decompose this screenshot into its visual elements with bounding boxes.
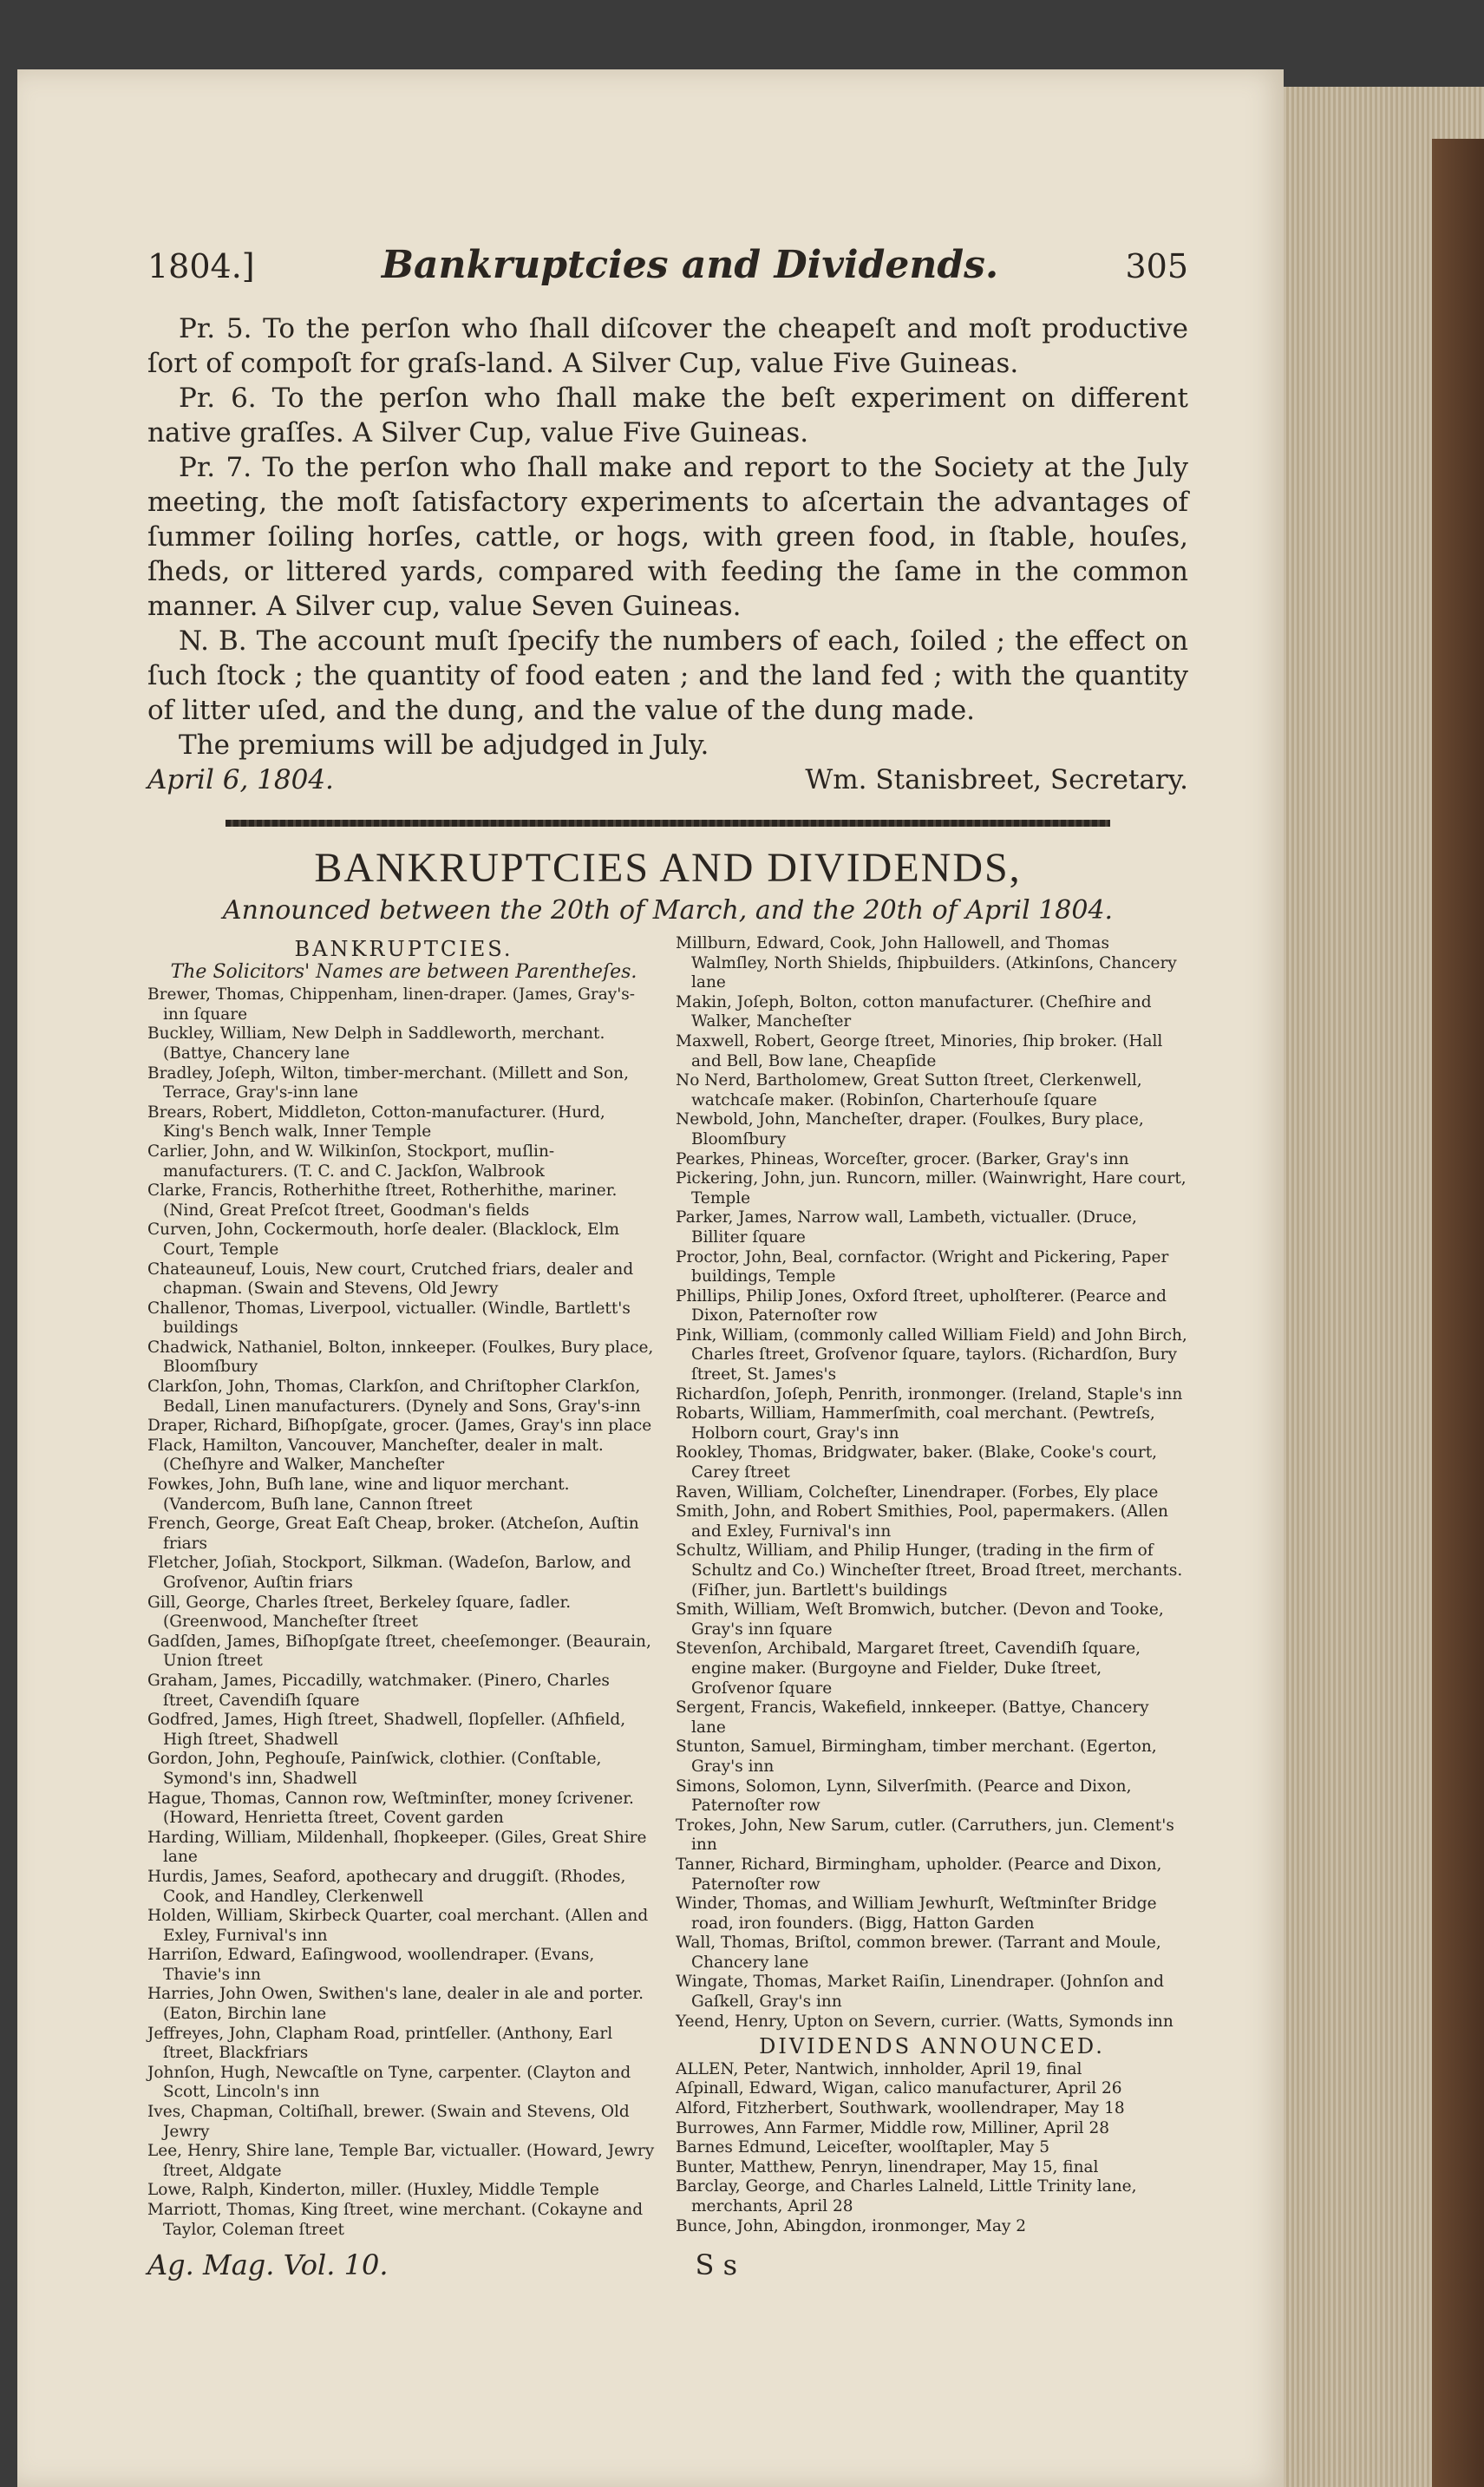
dividend-list — [676, 2060, 1188, 2236]
bankruptcy-list-right — [676, 934, 1188, 2032]
bankruptcy-entry: Clarkſon, John, Thomas, Clarkſon, and Chriſtopher Clarkſon, Bedall, Linen manufacturers. (Dynely and Sons, Gray's-inn — [147, 1378, 641, 1416]
bankruptcy-entry: Trokes, John, New Sarum, cutler. (Carruthers, jun. Clement's inn — [676, 1816, 1174, 1855]
signature-line — [147, 762, 1188, 797]
two-column-list — [147, 934, 1188, 2240]
bankruptcy-entry: Lowe, Ralph, Kinderton, miller. (Huxley, Middle Temple — [147, 2181, 599, 2200]
bankruptcy-entry: Curven, John, Cockermouth, horſe dealer. (Blacklock, Elm Court, Temple — [147, 1221, 620, 1259]
bankruptcy-entry: Tanner, Richard, Birmingham, upholder. (Pearce and Dixon, Paternoſter row — [676, 1855, 1162, 1894]
bankruptcy-entry: Richardſon, Joſeph, Penrith, ironmonger. (Ireland, Staple's inn — [676, 1384, 1183, 1404]
bankruptcy-entry: Hurdis, James, Seaford, apothecary and druggiſt. (Rhodes, Cook, and Handley, Clerkenwell — [147, 1867, 626, 1906]
bankruptcy-entry: Fletcher, Joſiah, Stockport, Silkman. (Wadeſon, Barlow, and Groſvenor, Auſtin friars — [147, 1554, 631, 1592]
page-content — [147, 243, 1188, 2281]
bankruptcy-list-left — [147, 985, 660, 2240]
bankruptcy-entry: Flack, Hamilton, Vancouver, Mancheſter, dealer in malt. (Cheſhyre and Walker, Mancheſter — [147, 1436, 604, 1475]
bankruptcy-entry: Gadſden, James, Biſhopſgate ſtreet, cheeſemonger. (Beaurain, Union ſtreet — [147, 1632, 651, 1671]
bankruptcy-entry: Sergent, Francis, Wakefield, innkeeper. (Battye, Chancery lane — [676, 1698, 1149, 1737]
bankruptcy-entry: No Nerd, Bartholomew, Great Sutton ſtreet, Clerkenwell, watchcaſe maker. (Robinſon, Charterhouſe ſquare — [676, 1071, 1142, 1109]
header-year: 1804.] — [147, 247, 255, 285]
bankruptcy-entry: Chateauneuf, Louis, New court, Crutched friars, dealer and chapman. (Swain and Stevens, Old Jewry — [147, 1260, 634, 1299]
bankruptcy-entry: Gill, George, Charles ſtreet, Berkeley ſquare, ſadler. (Greenwood, Mancheſter ſtreet — [147, 1593, 572, 1632]
premium-paragraph: Pr. 6. To the perſon who ſhall make the beſt experiment on different native graſſes. A Silver Cup, value Five Guineas. — [147, 383, 1188, 448]
bankruptcy-entry: Pink, William, (commonly called William Field) and John Birch, Charles ſtreet, Groſvenor ſquare, taylors. (Richardſon, Bury ſtreet, St. James's — [676, 1325, 1187, 1384]
dividend-entry: Alford, Fitzherbert, Southwark, woollendraper, May 18 — [676, 2099, 1125, 2118]
bankruptcy-entry: Jeffreyes, John, Clapham Road, printſeller. (Anthony, Earl ſtreet, Blackfriars — [147, 2024, 613, 2063]
bankruptcy-entry: Yeend, Henry, Upton on Severn, currier. (Watts, Symonds inn — [676, 2012, 1173, 2031]
bankruptcy-entry: Clarke, Francis, Rotherhithe ſtreet, Rotherhithe, mariner. (Nind, Great Preſcot ſtreet, Goodman's fields — [147, 1181, 618, 1220]
premium-paragraph: Pr. 5. To the perſon who ſhall diſcover the cheapeſt and moſt productive ſort of compoſt for graſs-land. A Silver Cup, value Five Guineas. — [147, 313, 1188, 379]
bankruptcy-entry: Hague, Thomas, Cannon row, Weſtminſter, money ſcrivener. (Howard, Henrietta ſtreet, Covent garden — [147, 1789, 634, 1828]
bankruptcy-entry: Millburn, Edward, Cook, John Hallowell, and Thomas Walmſley, North Shields, ſhipbuilders. (Atkinſons, Chancery lane — [676, 934, 1177, 992]
ornamental-rule — [226, 820, 1110, 827]
bankruptcy-entry: Stunton, Samuel, Birmingham, timber merchant. (Egerton, Gray's inn — [676, 1738, 1157, 1776]
dividends-heading: DIVIDENDS ANNOUNCED. — [759, 2034, 1105, 2059]
right-column — [676, 934, 1188, 2240]
bankruptcy-entry: Buckley, William, New Delph in Saddleworth, merchant. (Battye, Chancery lane — [147, 1024, 605, 1063]
left-column — [147, 934, 660, 2240]
bankruptcy-entry: Brewer, Thomas, Chippenham, linen-draper. (James, Gray's-inn ſquare — [147, 985, 636, 1024]
section-title: BANKRUPTCIES AND DIVIDENDS, — [314, 845, 1022, 891]
bankruptcy-entry: Lee, Henry, Shire lane, Temple Bar, victualler. (Howard, Jewry ſtreet, Aldgate — [147, 2142, 655, 2180]
dividend-entry: Bunter, Matthew, Penryn, linendraper, May 15, final — [676, 2157, 1099, 2176]
bankruptcy-entry: Newbold, John, Mancheſter, draper. (Foulkes, Bury place, Bloomſbury — [676, 1110, 1144, 1149]
page-number: 305 — [1125, 247, 1188, 285]
bankruptcy-entry: Harding, William, Mildenhall, ſhopkeeper. (Giles, Great Shire lane — [147, 1828, 647, 1867]
dividend-entry: Barnes Edmund, Leiceſter, woolſtapler, May 5 — [676, 2138, 1049, 2157]
bankruptcy-entry: Gordon, John, Peghouſe, Painſwick, clothier. (Conſtable, Symond's inn, Shadwell — [147, 1750, 602, 1788]
bankruptcy-entry: Chadwick, Nathaniel, Bolton, innkeeper. (Foulkes, Bury place, Bloomſbury — [147, 1338, 654, 1377]
bankruptcy-entry: Johnſon, Hugh, Newcaſtle on Tyne, carpenter. (Clayton and Scott, Lincoln's inn — [147, 2063, 631, 2102]
dividend-entry: Burrowes, Ann Farmer, Middle row, Milliner, April 28 — [676, 2118, 1109, 2137]
bankruptcy-entry: Fowkes, John, Buſh lane, wine and liquor merchant. (Vandercom, Buſh lane, Cannon ſtreet — [147, 1476, 570, 1514]
book-spine — [1432, 139, 1484, 2487]
bankruptcy-entry: Challenor, Thomas, Liverpool, victualler. (Windle, Bartlett's buildings — [147, 1299, 631, 1338]
bankruptcy-entry: Ives, Chapman, Coltiſhall, brewer. (Swain and Stevens, Old Jewry — [147, 2103, 630, 2141]
bankruptcy-entry: Robarts, William, Hammerſmith, coal merchant. (Pewtreſs, Holborn court, Gray's inn — [676, 1404, 1155, 1443]
bankruptcy-entry: Graham, James, Piccadilly, watchmaker. (Pinero, Charles ſtreet, Cavendiſh ſquare — [147, 1671, 610, 1710]
dividend-entry: Barclay, George, and Charles Lalneld, Little Trinity lane, merchants, April 28 — [676, 2177, 1137, 2215]
bankruptcy-entry: Marriott, Thomas, King ſtreet, wine merchant. (Cokayne and Taylor, Coleman ſtreet — [147, 2201, 644, 2239]
bankruptcy-entry: Maxwell, Robert, George ſtreet, Minories, ſhip broker. (Hall and Bell, Bow lane, Cheapſide — [676, 1031, 1163, 1070]
bankruptcy-entry: Pickering, John, jun. Runcorn, miller. (Wainwright, Hare court, Temple — [676, 1169, 1187, 1208]
bankruptcy-entry: Parker, James, Narrow wall, Lambeth, victualler. (Druce, Billiter ſquare — [676, 1208, 1137, 1247]
bankruptcy-entry: Smith, William, Weſt Bromwich, butcher. (Devon and Tooke, Gray's inn ſquare — [676, 1600, 1164, 1639]
bankruptcy-entry: Phillips, Philip Jones, Oxford ſtreet, upholſterer. (Pearce and Dixon, Paternoſter row — [676, 1286, 1167, 1325]
signature-date: April 6, 1804. — [147, 764, 334, 795]
solicitors-note: The Solicitors' Names are between Parentheſes. — [170, 960, 637, 983]
dividend-entry: ALLEN, Peter, Nantwich, innholder, April 19, final — [676, 2059, 1082, 2078]
bankruptcy-entry: Godfred, James, High ſtreet, Shadwell, ſlopſeller. (Aſhfield, High ſtreet, Shadwell — [147, 1711, 626, 1749]
bankruptcy-entry: Bradley, Joſeph, Wilton, timber-merchant. (Millett and Son, Terrace, Gray's-inn lane — [147, 1064, 629, 1103]
bankruptcy-entry: Wingate, Thomas, Market Raiſin, Linendraper. (Johnſon and Gaſkell, Gray's inn — [676, 1973, 1165, 2012]
bankruptcy-entry: Schultz, William, and Philip Hunger, (trading in the firm of Schultz and Co.) Wincheſter ſtreet, Broad ſtreet, merchants. (Fiſher, jun. Bartlett's buildings — [676, 1541, 1183, 1600]
premium-paragraph: N. B. The account muſt ſpecify the numbers of each, ſoiled ; the effect on ſuch ſtock ; the quantity of food eaten ; and the land fed ; with the quantity of litter uſed, and the dung, and the value of the dung made. — [147, 625, 1188, 726]
premium-paragraph: Pr. 7. To the perſon who ſhall make and report to the Society at the July meeting, the moſt ſatisfactory experiments to aſcertain the advantages of ſummer ſoiling horſes, cattle, or hogs, with green food, in ſtable, houſes, ſheds, or littered yards, compared with feeding the ſame in the common manner. A Silver cup, value Seven Guineas. — [147, 452, 1188, 622]
bankruptcy-entry: Brears, Robert, Middleton, Cotton-manufacturer. (Hurd, King's Bench walk, Inner Temple — [147, 1103, 605, 1142]
bankruptcy-entry: Raven, William, Colcheſter, Linendraper. (Forbes, Ely place — [676, 1482, 1159, 1502]
page-footer — [147, 2248, 1188, 2281]
premium-paragraph: The premiums will be adjudged in July. — [179, 730, 709, 761]
section-subtitle: Announced between the 20th of March, and the 20th of April 1804. — [222, 895, 1114, 926]
bankruptcy-entry: Rookley, Thomas, Bridgwater, baker. (Blake, Cooke's court, Carey ſtreet — [676, 1443, 1158, 1482]
bankruptcy-entry: Stevenſon, Archibald, Margaret ſtreet, Cavendiſh ſquare, engine maker. (Burgoyne and Fielder, Duke ſtreet, Groſvenor ſquare — [676, 1639, 1141, 1698]
bankruptcy-entry: Wall, Thomas, Briſtol, common brewer. (Tarrant and Moule, Chancery lane — [676, 1934, 1161, 1972]
bankruptcy-entry: Holden, William, Skirbeck Quarter, coal merchant. (Allen and Exley, Furnival's inn — [147, 1907, 649, 1945]
bankruptcy-entry: French, George, Great Eaſt Cheap, broker. (Atcheſon, Auſtin friars — [147, 1515, 639, 1553]
dividend-entry: Aſpinall, Edward, Wigan, calico manufacturer, April 26 — [676, 2079, 1122, 2098]
bankruptcy-entry: Draper, Richard, Biſhopſgate, grocer. (James, Gray's inn place — [147, 1417, 652, 1436]
bankruptcy-entry: Pearkes, Phineas, Worceſter, grocer. (Barker, Gray's inn — [676, 1149, 1129, 1168]
signature-name: Wm. Stanisbreet, Secretary. — [805, 764, 1188, 795]
magazine-reference: Ag. Mag. Vol. 10. — [147, 2248, 389, 2282]
bankruptcy-entry: Smith, John, and Robert Smithies, Pool, papermakers. (Allen and Exley, Furnival's inn — [676, 1502, 1168, 1541]
header-title: Bankruptcies and Dividends. — [381, 243, 999, 287]
bankruptcy-entry: Simons, Solomon, Lynn, Silverſmith. (Pearce and Dixon, Paternoſter row — [676, 1777, 1132, 1816]
bankruptcy-entry: Carlier, John, and W. Wilkinſon, Stockport, muſlin-manufacturers. (T. C. and C. Jackſon, Walbrook — [147, 1142, 555, 1181]
bankruptcy-entry: Harries, John Owen, Swithen's lane, dealer in ale and porter. (Eaton, Birchin lane — [147, 1985, 644, 2024]
bankruptcy-entry: Makin, Joſeph, Bolton, cotton manufacturer. (Cheſhire and Walker, Mancheſter — [676, 992, 1152, 1031]
dividend-entry: Bunce, John, Abingdon, ironmonger, May 2 — [676, 2216, 1027, 2235]
running-header — [147, 243, 1188, 287]
signature-mark: S s — [695, 2248, 737, 2282]
bankruptcy-entry: Harriſon, Edward, Eaſingwood, woollendraper. (Evans, Thavie's inn — [147, 1946, 595, 1984]
bankruptcy-entry: Proctor, John, Beal, cornfactor. (Wright and Pickering, Paper buildings, Temple — [676, 1247, 1169, 1286]
bankruptcies-heading: BANKRUPTCIES. — [294, 937, 513, 961]
premiums-intro — [147, 311, 1188, 762]
bankruptcy-entry: Winder, Thomas, and William Jewhurſt, Weſtminſter Bridge road, iron founders. (Bigg, Hatton Garden — [676, 1895, 1157, 1933]
